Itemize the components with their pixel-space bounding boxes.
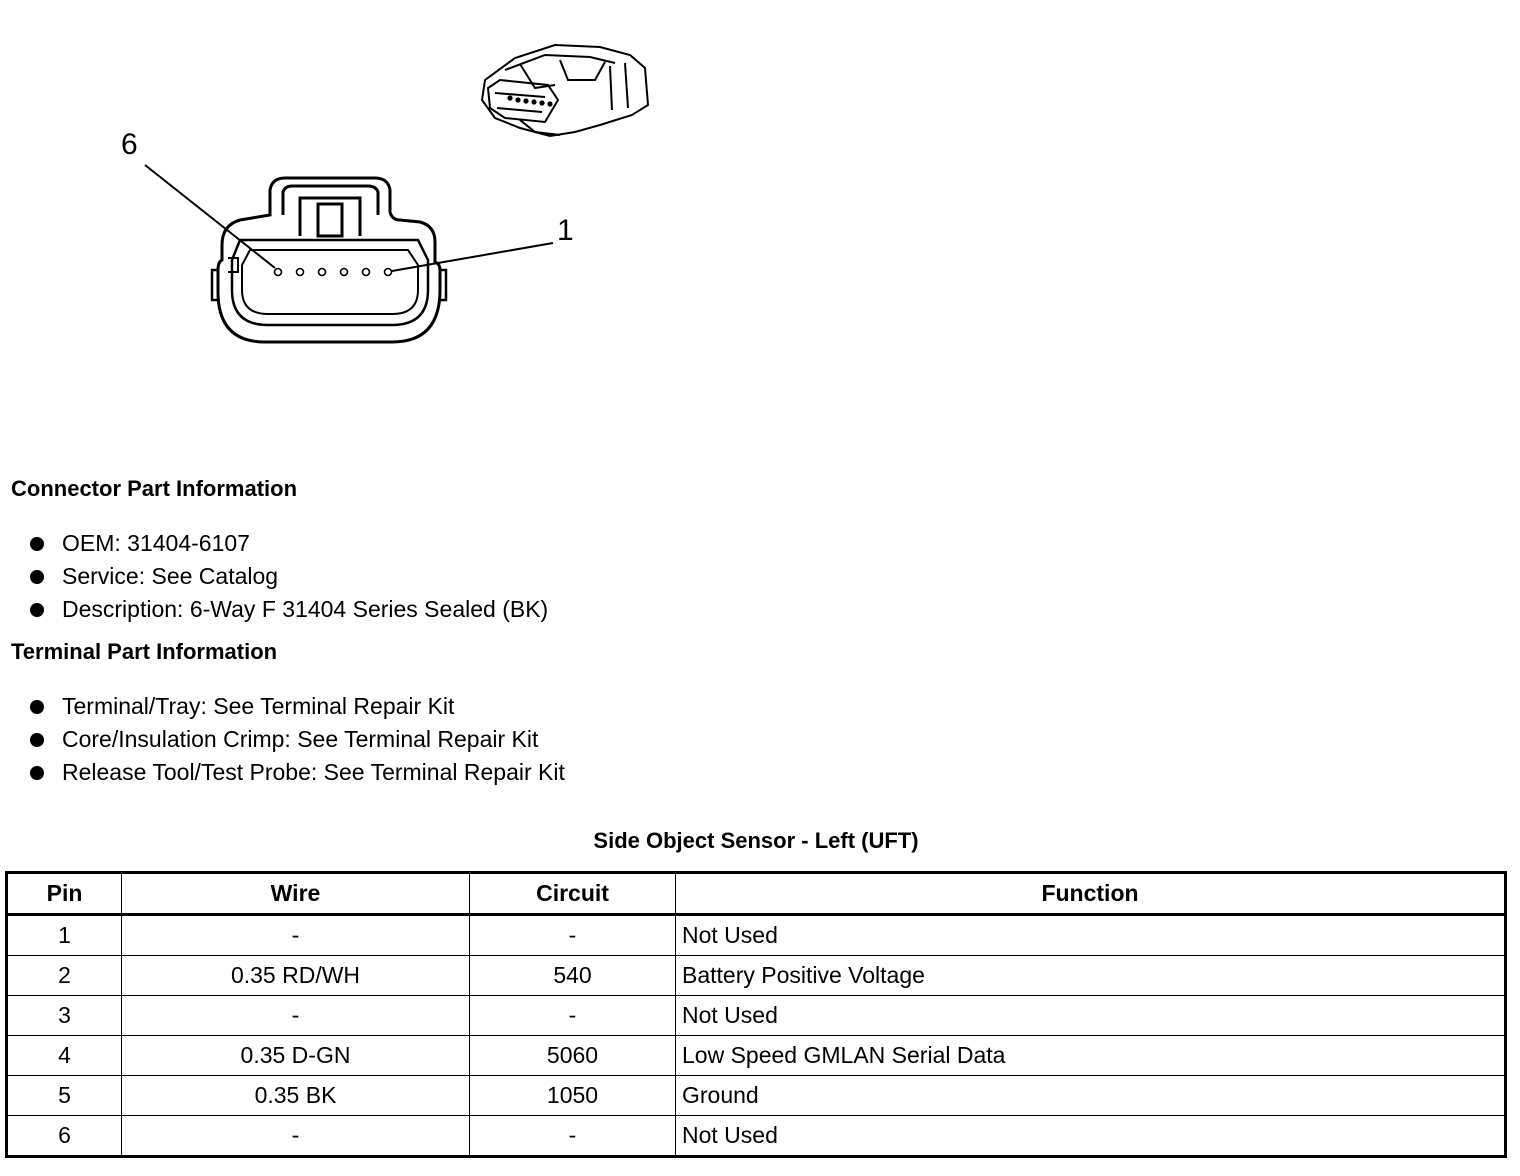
cell-pin: 3	[7, 996, 122, 1036]
cell-function: Battery Positive Voltage	[676, 956, 1506, 996]
cell-function: Not Used	[676, 1116, 1506, 1157]
bullet-icon	[30, 570, 44, 584]
cell-circuit: 1050	[470, 1076, 676, 1116]
cell-wire: 0.35 BK	[122, 1076, 470, 1116]
connector-oem: OEM: 31404-6107	[62, 530, 250, 556]
connector-diagram	[0, 0, 700, 440]
cell-function: Not Used	[676, 996, 1506, 1036]
leader-line-pin-1	[392, 243, 553, 271]
cell-wire: 0.35 D-GN	[122, 1036, 470, 1076]
table-row	[7, 1116, 1506, 1157]
cell-pin: 6	[7, 1116, 122, 1157]
pin-hole-2	[363, 269, 370, 276]
cell-circuit: 5060	[470, 1036, 676, 1076]
cell-wire: 0.35 RD/WH	[122, 956, 470, 996]
pin-hole-4	[319, 269, 326, 276]
list-item	[27, 690, 565, 723]
terminal-crimp: Core/Insulation Crimp: See Terminal Repair Kit	[62, 726, 539, 752]
header-function: Function	[676, 873, 1506, 915]
cell-wire: -	[122, 996, 470, 1036]
connector-face	[212, 178, 446, 342]
bullet-icon	[30, 700, 44, 714]
terminal-info-heading: Terminal Part Information	[11, 639, 278, 664]
cell-wire: -	[122, 1116, 470, 1157]
pin-callout-6: 6	[121, 128, 138, 161]
cell-pin: 5	[7, 1076, 122, 1116]
table-header-row	[7, 873, 1506, 915]
table-row	[7, 1076, 1506, 1116]
header-pin: Pin	[7, 873, 122, 915]
pinout-table	[5, 871, 1507, 1158]
connector-description: Description: 6-Way F 31404 Series Sealed (BK)	[62, 596, 549, 622]
cell-circuit: 540	[470, 956, 676, 996]
table-row	[7, 956, 1506, 996]
connector-face-drawing	[0, 0, 700, 440]
pin-hole-3	[341, 269, 348, 276]
terminal-release-tool: Release Tool/Test Probe: See Terminal Repair Kit	[62, 759, 565, 785]
pin-callout-1: 1	[557, 214, 574, 247]
terminal-info-list	[27, 690, 565, 789]
list-item	[27, 560, 548, 593]
cell-wire: -	[122, 915, 470, 956]
cell-circuit: -	[470, 1116, 676, 1157]
pin-holes	[275, 269, 392, 276]
list-item	[27, 723, 565, 756]
cell-pin: 4	[7, 1036, 122, 1076]
bullet-icon	[30, 603, 44, 617]
connector-isometric-icon	[482, 45, 648, 136]
list-item	[27, 756, 565, 789]
bullet-icon	[30, 537, 44, 551]
cell-function: Not Used	[676, 915, 1506, 956]
list-item	[27, 593, 548, 626]
cell-function: Ground	[676, 1076, 1506, 1116]
table-title: Side Object Sensor - Left (UFT)	[593, 828, 919, 853]
header-circuit: Circuit	[470, 873, 676, 915]
connector-info-heading: Connector Part Information	[11, 476, 298, 501]
terminal-tray: Terminal/Tray: See Terminal Repair Kit	[62, 693, 455, 719]
connector-info-list	[27, 527, 548, 626]
cell-pin: 2	[7, 956, 122, 996]
pin-hole-5	[297, 269, 304, 276]
table-row	[7, 915, 1506, 956]
cell-circuit: -	[470, 996, 676, 1036]
cell-function: Low Speed GMLAN Serial Data	[676, 1036, 1506, 1076]
cell-circuit: -	[470, 915, 676, 956]
connector-service: Service: See Catalog	[62, 563, 279, 589]
list-item	[27, 527, 548, 560]
bullet-icon	[30, 766, 44, 780]
bullet-icon	[30, 733, 44, 747]
table-row	[7, 1036, 1506, 1076]
header-wire: Wire	[122, 873, 470, 915]
pin-hole-6	[275, 269, 282, 276]
table-row	[7, 996, 1506, 1036]
pin-hole-1	[385, 269, 392, 276]
cell-pin: 1	[7, 915, 122, 956]
